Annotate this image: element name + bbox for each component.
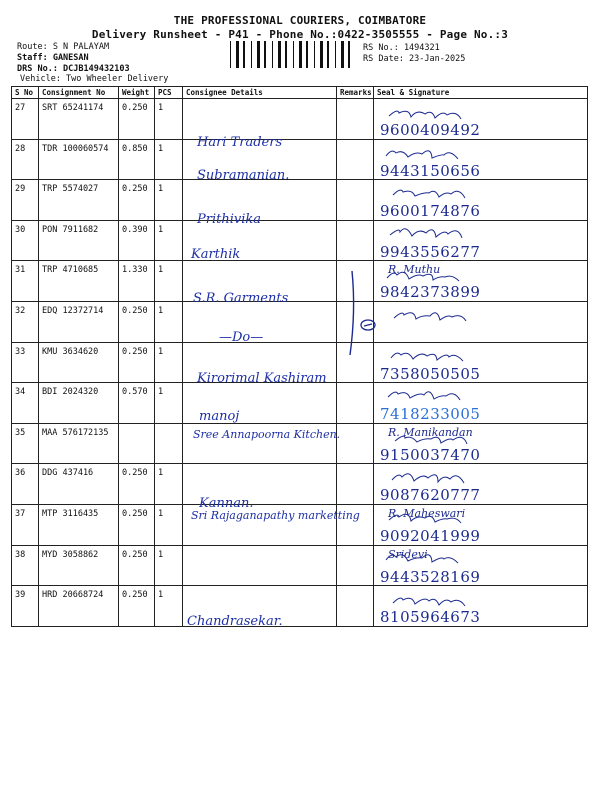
sno-cell: 32 bbox=[12, 301, 39, 342]
consignee-cell bbox=[183, 464, 337, 512]
weight-cell: 0.570 bbox=[119, 383, 155, 424]
seal-signature-cell bbox=[374, 383, 588, 424]
pcs-cell: 1 bbox=[155, 99, 183, 140]
consignee-handwriting: Subramanian. bbox=[197, 167, 290, 183]
consignee-cell bbox=[183, 261, 337, 307]
signature-phone: 9600409492 bbox=[380, 121, 481, 139]
sno-cell: 39 bbox=[12, 586, 39, 627]
weight-cell: 0.250 bbox=[119, 99, 155, 140]
table-row bbox=[12, 464, 588, 505]
pcs-cell: 1 bbox=[155, 504, 183, 545]
consignee-cell bbox=[183, 342, 337, 386]
drs-label: DRS No.: DCJB149432103 bbox=[17, 64, 130, 74]
sno-cell: 36 bbox=[12, 464, 39, 505]
consignment-cell: HRD 20668724 bbox=[39, 586, 119, 627]
pcs-cell bbox=[155, 423, 183, 464]
signature-phone: 7358050505 bbox=[380, 364, 481, 383]
remarks-cell bbox=[337, 504, 374, 545]
consignment-cell: TDR 100060574 bbox=[39, 139, 119, 180]
pcs-cell: 1 bbox=[155, 383, 183, 424]
table-header-row bbox=[12, 87, 588, 99]
weight-cell: 0.250 bbox=[119, 464, 155, 505]
pcs-cell: 1 bbox=[155, 545, 183, 586]
sno-cell: 35 bbox=[12, 423, 39, 464]
consignee-cell bbox=[183, 545, 337, 586]
sno-cell: 37 bbox=[12, 504, 39, 545]
weight-cell: 0.850 bbox=[119, 139, 155, 180]
table-row bbox=[12, 180, 588, 221]
sno-cell: 29 bbox=[12, 180, 39, 221]
remarks-cell bbox=[337, 180, 374, 221]
consignee-handwriting: Kirorimal Kashiram bbox=[197, 370, 327, 386]
consignment-cell: KMU 3634620 bbox=[39, 342, 119, 383]
remarks-cell bbox=[337, 383, 374, 424]
col-remarks: Remarks bbox=[337, 87, 374, 99]
table-row bbox=[12, 383, 588, 424]
signature-name: Sridevi bbox=[388, 547, 428, 561]
consignment-cell: TRP 5574027 bbox=[39, 180, 119, 221]
seal-signature-cell bbox=[374, 342, 588, 383]
signature-name: R. Manikandan bbox=[388, 425, 473, 439]
weight-cell: 0.250 bbox=[119, 504, 155, 545]
col-sno: S No bbox=[12, 87, 39, 99]
consignment-cell: MTP 3116435 bbox=[39, 504, 119, 545]
consignment-cell: MYD 3058862 bbox=[39, 545, 119, 586]
vehicle-label: Vehicle: Two Wheeler Delivery bbox=[20, 74, 169, 84]
seal-signature-cell bbox=[374, 139, 588, 180]
consignee-cell bbox=[183, 220, 337, 261]
table-row bbox=[12, 342, 588, 383]
consignment-cell: BDI 2024320 bbox=[39, 383, 119, 424]
seal-signature-cell bbox=[374, 423, 588, 464]
pcs-cell: 1 bbox=[155, 301, 183, 342]
consignment-cell: MAA 576172135 bbox=[39, 423, 119, 464]
consignee-cell bbox=[183, 423, 341, 464]
consignee-handwriting: Sree Annapoorna Kitchen. bbox=[193, 427, 341, 441]
col-consignment: Consignment No bbox=[39, 87, 119, 99]
pcs-cell: 1 bbox=[155, 342, 183, 383]
company-title: THE PROFESSIONAL COURIERS, COIMBATORE bbox=[173, 14, 427, 27]
consignment-cell: SRT 65241174 bbox=[39, 99, 119, 140]
weight-cell: 0.250 bbox=[119, 301, 155, 342]
consignee-cell bbox=[183, 301, 337, 345]
table-row bbox=[12, 261, 588, 302]
pcs-cell: 1 bbox=[155, 180, 183, 221]
remarks-cell bbox=[337, 545, 374, 586]
consignment-cell: PON 7911682 bbox=[39, 220, 119, 261]
staff-label: Staff: GANESAN bbox=[17, 53, 89, 63]
signature-phone: 9842373899 bbox=[380, 283, 481, 302]
signature-phone: 9150037470 bbox=[380, 445, 481, 464]
pcs-cell: 1 bbox=[155, 464, 183, 505]
pcs-cell: 1 bbox=[155, 220, 183, 261]
signature-phone: 9943556277 bbox=[380, 242, 481, 261]
remarks-cell bbox=[337, 99, 374, 140]
consignee-cell bbox=[183, 180, 337, 228]
consignee-cell bbox=[183, 383, 337, 424]
table-row bbox=[12, 301, 588, 342]
table-row bbox=[12, 139, 588, 180]
remarks-cell bbox=[337, 464, 374, 505]
consignee-handwriting: manoj bbox=[199, 409, 240, 425]
table-row bbox=[12, 99, 588, 140]
pcs-cell: 1 bbox=[155, 586, 183, 627]
consignee-handwriting: —Do— bbox=[219, 329, 264, 345]
rs-number: RS No.: 1494321 bbox=[363, 43, 440, 53]
table-row bbox=[12, 220, 588, 261]
pcs-cell: 1 bbox=[155, 139, 183, 180]
consignee-cell bbox=[183, 139, 337, 183]
seal-signature-cell bbox=[374, 220, 588, 261]
rs-date: RS Date: 23-Jan-2025 bbox=[363, 54, 466, 64]
signature-phone: 9092041999 bbox=[380, 526, 481, 545]
signature-phone: 9443528169 bbox=[380, 567, 481, 586]
sno-cell: 30 bbox=[12, 220, 39, 261]
signature-scribble bbox=[378, 302, 578, 342]
consignee-handwriting: Sri Rajaganapathy marketting bbox=[191, 508, 360, 522]
remarks-cell bbox=[337, 139, 374, 180]
consignee-handwriting: Karthik bbox=[191, 246, 241, 262]
signature-name: R. Muthu bbox=[388, 263, 441, 277]
consignee-cell bbox=[183, 99, 337, 150]
signature-name: R. Maheswari bbox=[388, 506, 466, 520]
sno-cell: 28 bbox=[12, 139, 39, 180]
signature-phone: 7418233005 bbox=[380, 405, 481, 424]
consignee-handwriting: Hari Traders bbox=[197, 135, 283, 150]
weight-cell bbox=[119, 423, 155, 464]
consignee-handwriting: Chandrasekar. bbox=[187, 614, 283, 630]
runsheet-title: Delivery Runsheet - P41 - Phone No.:0422-3505555 - Page No.:3 bbox=[91, 28, 509, 41]
remarks-cell bbox=[337, 586, 374, 627]
consignee-handwriting: S.R. Garments bbox=[193, 291, 289, 307]
seal-signature-cell bbox=[374, 180, 588, 221]
weight-cell: 0.250 bbox=[119, 180, 155, 221]
sno-cell: 34 bbox=[12, 383, 39, 424]
signature-phone: 9443150656 bbox=[380, 161, 481, 180]
signature-phone: 9600174876 bbox=[380, 202, 481, 221]
weight-cell: 0.250 bbox=[119, 342, 155, 383]
consignee-cell bbox=[183, 504, 360, 545]
table-row bbox=[12, 423, 588, 464]
sno-cell: 38 bbox=[12, 545, 39, 586]
seal-signature-cell bbox=[374, 504, 588, 545]
signature-phone: 8105964673 bbox=[380, 608, 481, 627]
table-row bbox=[12, 586, 588, 627]
remarks-cell bbox=[337, 342, 374, 383]
col-seal: Seal & Signature bbox=[374, 87, 588, 99]
weight-cell: 0.250 bbox=[119, 545, 155, 586]
col-pcs: PCS bbox=[155, 87, 183, 99]
barcode bbox=[230, 41, 356, 68]
col-weight: Weight bbox=[119, 87, 155, 99]
signature-phone: 9087620777 bbox=[380, 486, 481, 505]
weight-cell: 0.390 bbox=[119, 220, 155, 261]
pcs-cell: 1 bbox=[155, 261, 183, 302]
seal-signature-cell bbox=[374, 301, 588, 342]
col-consignee: Consignee Details bbox=[183, 87, 337, 99]
remarks-cell bbox=[337, 423, 374, 464]
consignee-cell bbox=[183, 586, 337, 630]
seal-signature-cell bbox=[374, 99, 588, 140]
sno-cell: 31 bbox=[12, 261, 39, 302]
seal-signature-cell bbox=[374, 545, 588, 586]
consignee-handwriting: Kannan. bbox=[199, 496, 254, 512]
seal-signature-cell bbox=[374, 261, 588, 302]
sno-cell: 27 bbox=[12, 99, 39, 140]
seal-signature-cell bbox=[374, 586, 588, 627]
runsheet-table bbox=[11, 86, 588, 630]
consignment-cell: TRP 4710685 bbox=[39, 261, 119, 302]
remarks-cell bbox=[337, 220, 374, 261]
weight-cell: 0.250 bbox=[119, 586, 155, 627]
weight-cell: 1.330 bbox=[119, 261, 155, 302]
table-row bbox=[12, 504, 588, 545]
consignee-handwriting: Prithivika bbox=[197, 212, 262, 228]
sno-cell: 33 bbox=[12, 342, 39, 383]
seal-signature-cell bbox=[374, 464, 588, 505]
route-label: Route: S N PALAYAM bbox=[17, 42, 110, 52]
table-row bbox=[12, 545, 588, 586]
consignment-cell: DDG 437416 bbox=[39, 464, 119, 505]
remarks-cell bbox=[337, 301, 374, 342]
consignment-cell: EDQ 12372714 bbox=[39, 301, 119, 342]
